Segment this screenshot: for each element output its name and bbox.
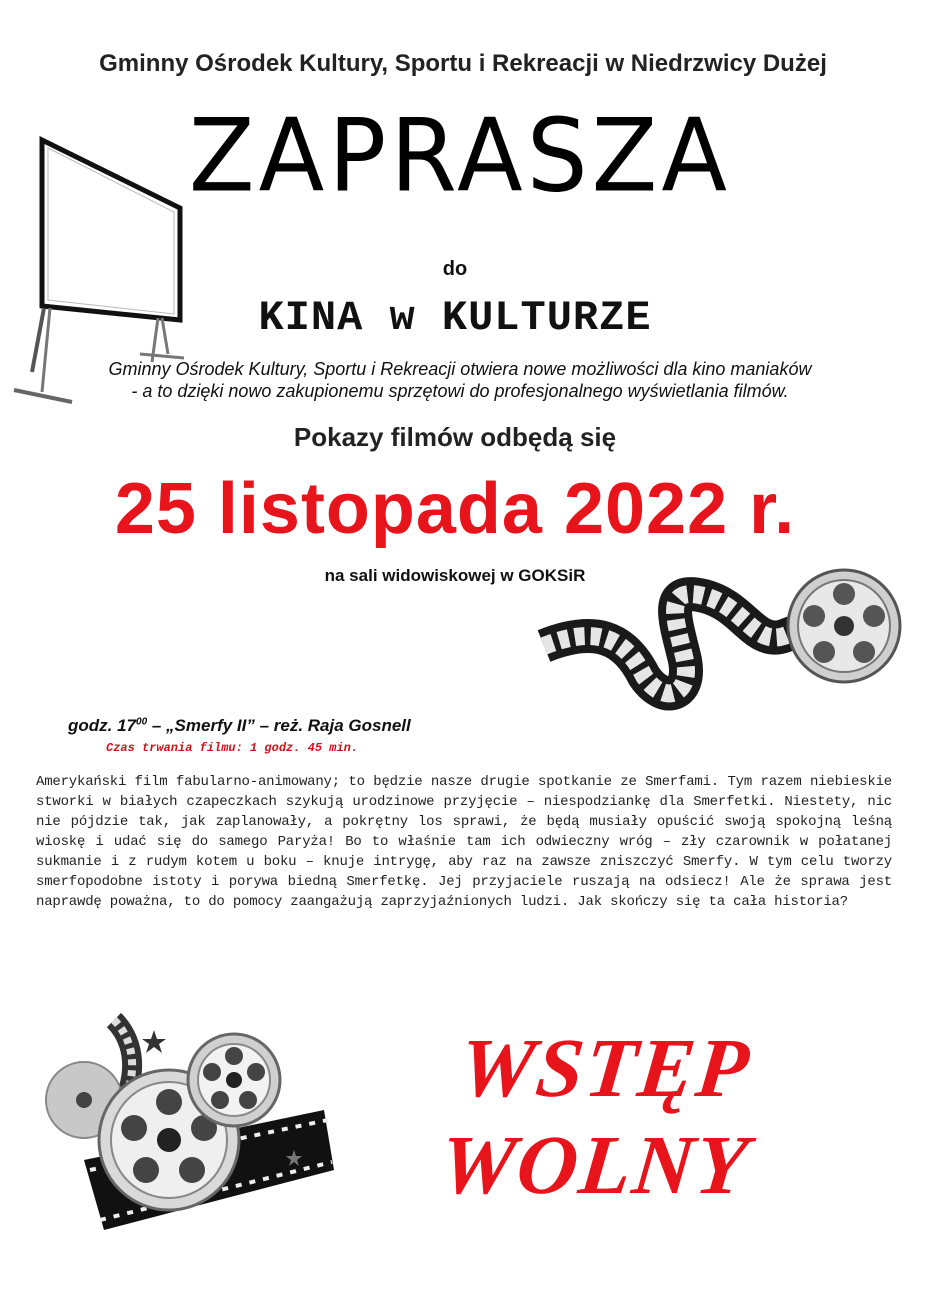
connector-word: do	[442, 258, 468, 280]
headline-zaprasza: ZAPRASZA	[188, 97, 732, 215]
intro-line-1: Gminny Ośrodek Kultury, Sportu i Rekreacji otwiera nowe możliwości dla kino maniaków	[108, 359, 812, 379]
time-prefix: godz. 17	[68, 716, 137, 735]
admission-text: WSTĘP WOLNY	[435, 1022, 756, 1212]
time-minutes: 00	[136, 716, 148, 728]
event-date: 25 listopada 2022 r.	[114, 469, 796, 549]
film-strip-reel-icon	[534, 566, 914, 716]
film-duration: Czas trwania filmu: 1 godz. 45 min.	[106, 741, 359, 755]
film-description: Amerykański film fabularno-animowany; to będzie nasze drugie spotkanie ze Smerfami. Tym razem niebieskie stworki w białych czapeczkach szykują urodzinowe przyjęcie – niespodziankę dla Smerfetki. Niestety, nic nie pójdzie tak, jak zaplanowały, a pokrętny los sprawi, że będą musiały opuścić swoją spokojną leśną wioskę i udać się do samego Paryża! Bo to właśnie tam ich odwieczny wróg – zły czarownik w połatanej sukmanie i z rudym kotem u boku – knuje intrygę, aby raz na zawsze zniszczyć Smerfy. W tym celu tworzy smerfopodobne istoty i porywa biedną Smerfetkę. Jej przyjaciele ruszają na odsiecz! Ale że sprawa jest naprawdę poważna, to do pomocy zaangażują zaprzyjaźnionych ludzi. Jak skończy się ta cała historia?	[36, 774, 892, 910]
venue-text: na sali widowiskowej w GOKSiR	[324, 566, 586, 585]
intro-line-2: - a to dzięki nowo zakupionemu sprzętowi do profesjonalnego wyświetlania filmów.	[131, 381, 789, 401]
organizer-header: Gminny Ośrodek Kultury, Sportu i Rekreacji w Niedrzwicy Dużej	[99, 50, 827, 77]
screenings-label: Pokazy filmów odbędą się	[293, 422, 617, 452]
screening-time	[68, 716, 411, 736]
film-info: – „Smerfy II” – reż. Raja Gosnell	[147, 716, 411, 735]
intro-text	[40, 358, 880, 402]
event-title: KINA w KULTURZE	[258, 294, 652, 342]
